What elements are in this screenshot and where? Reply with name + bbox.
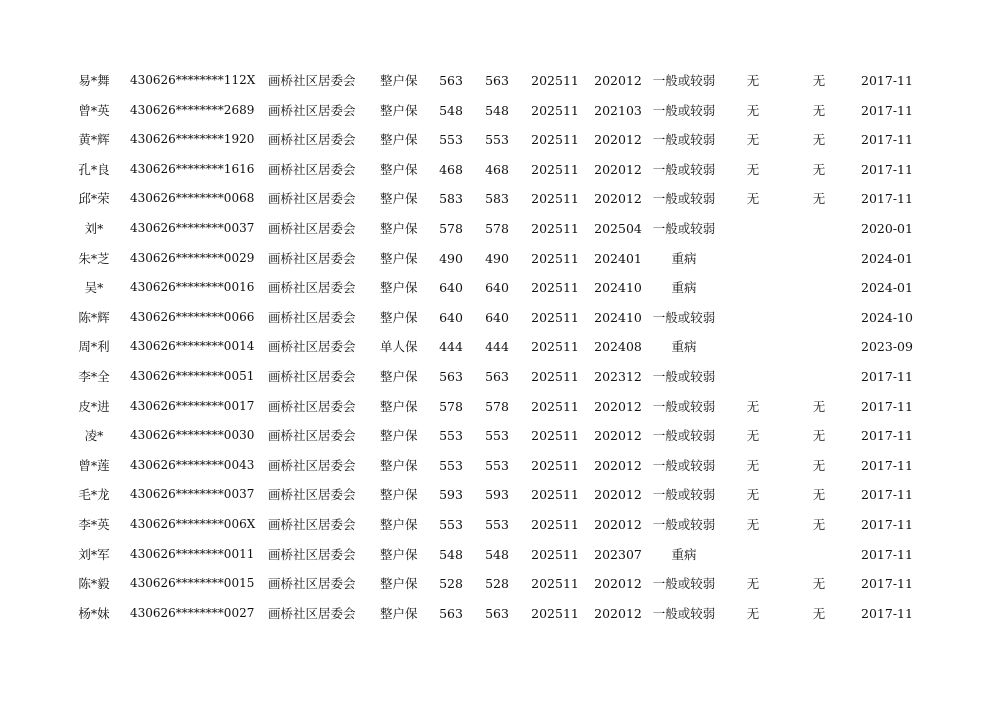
cell-amount-a: 490 [439,250,463,266]
table-row [0,480,1000,510]
cell-id-number: 430626********0066 [130,309,255,324]
cell-community: 画桥社区居委会 [268,516,356,532]
cell-health-status: 重病 [671,339,697,355]
cell-name: 黄*辉 [78,132,110,148]
cell-period-start: 202012 [594,161,642,177]
cell-amount-b: 553 [485,428,509,444]
cell-start-date: 2024-01 [861,280,913,296]
cell-period-end: 202511 [531,457,579,473]
cell-community: 画桥社区居委会 [268,457,356,473]
cell-community: 画桥社区居委会 [268,605,356,621]
cell-health-status: 一般或较弱 [652,309,716,325]
cell-period-end: 202511 [531,280,579,296]
cell-start-date: 2023-09 [861,339,913,355]
cell-coverage-type: 整户保 [380,280,418,296]
cell-field-a: 无 [746,161,760,177]
cell-id-number: 430626********1616 [130,161,255,176]
cell-name: 凌* [84,428,104,444]
cell-period-start: 202012 [594,73,642,88]
cell-community: 画桥社区居委会 [268,220,356,236]
cell-amount-a: 553 [439,457,463,473]
cell-field-b: 无 [812,457,826,473]
cell-name: 毛*龙 [78,487,110,503]
cell-health-status: 一般或较弱 [652,368,716,384]
cell-period-start: 202410 [594,280,642,296]
cell-coverage-type: 整户保 [380,309,418,325]
cell-start-date: 2024-10 [861,309,913,325]
cell-amount-a: 563 [439,605,463,621]
cell-id-number: 430626********0015 [130,576,255,591]
cell-amount-b: 563 [485,73,509,88]
table-row [0,184,1000,214]
cell-field-b: 无 [812,428,826,444]
cell-name: 朱*芝 [78,250,110,266]
cell-field-b: 无 [812,605,826,621]
cell-amount-b: 553 [485,516,509,532]
cell-community: 画桥社区居委会 [268,250,356,266]
cell-period-start: 202312 [594,368,642,384]
cell-period-start: 202103 [594,102,642,118]
cell-amount-b: 553 [485,132,509,148]
cell-amount-a: 578 [439,398,463,414]
cell-amount-a: 640 [439,280,463,296]
cell-period-end: 202511 [531,516,579,532]
cell-field-b: 无 [812,132,826,148]
cell-period-start: 202012 [594,576,642,592]
cell-health-status: 重病 [671,546,697,562]
cell-period-end: 202511 [531,428,579,444]
cell-community: 画桥社区居委会 [268,368,356,384]
cell-coverage-type: 整户保 [380,102,418,118]
cell-name: 刘* [84,220,104,236]
table-row [0,451,1000,481]
cell-coverage-type: 整户保 [380,457,418,473]
cell-period-end: 202511 [531,250,579,266]
table-row [0,96,1000,126]
cell-name: 皮*进 [78,398,110,414]
cell-id-number: 430626********0043 [130,457,255,472]
cell-amount-b: 528 [485,576,509,592]
cell-period-end: 202511 [531,102,579,118]
cell-field-a: 无 [746,102,760,118]
table-row [0,510,1000,540]
cell-period-end: 202511 [531,398,579,414]
cell-community: 画桥社区居委会 [268,73,356,88]
cell-start-date: 2017-11 [861,161,913,177]
cell-id-number: 430626********1920 [130,132,255,147]
cell-id-number: 430626********0027 [130,605,255,620]
cell-start-date: 2024-01 [861,250,913,266]
cell-community: 画桥社区居委会 [268,428,356,444]
cell-start-date: 2017-11 [861,605,913,621]
cell-period-end: 202511 [531,191,579,207]
cell-amount-b: 563 [485,368,509,384]
cell-field-b: 无 [812,191,826,207]
cell-id-number: 430626********0014 [130,339,255,354]
cell-period-start: 202012 [594,605,642,621]
cell-period-start: 202307 [594,546,642,562]
cell-id-number: 430626********112X [130,73,256,87]
cell-amount-a: 563 [439,368,463,384]
cell-name: 孔*良 [78,161,110,177]
cell-field-a: 无 [746,398,760,414]
cell-health-status: 重病 [671,280,697,296]
cell-period-start: 202401 [594,250,642,266]
cell-amount-b: 553 [485,457,509,473]
cell-start-date: 2020-01 [861,220,913,236]
cell-amount-b: 468 [485,161,509,177]
table-row [0,362,1000,392]
cell-period-end: 202511 [531,309,579,325]
cell-period-end: 202511 [531,368,579,384]
cell-start-date: 2017-11 [861,428,913,444]
cell-health-status: 一般或较弱 [652,73,716,88]
cell-coverage-type: 整户保 [380,605,418,621]
cell-coverage-type: 整户保 [380,250,418,266]
cell-period-start: 202012 [594,398,642,414]
cell-health-status: 重病 [671,250,697,266]
cell-amount-b: 583 [485,191,509,207]
cell-coverage-type: 整户保 [380,576,418,592]
cell-coverage-type: 整户保 [380,132,418,148]
cell-period-end: 202511 [531,605,579,621]
cell-amount-a: 444 [439,339,463,355]
table-row [0,392,1000,422]
cell-name: 陈*辉 [78,309,110,325]
cell-health-status: 一般或较弱 [652,457,716,473]
cell-amount-b: 548 [485,102,509,118]
cell-community: 画桥社区居委会 [268,309,356,325]
table-row [0,303,1000,333]
cell-start-date: 2017-11 [861,457,913,473]
table-row [0,66,1000,96]
cell-field-a: 无 [746,457,760,473]
cell-name: 吴* [84,280,104,296]
cell-amount-a: 528 [439,576,463,592]
cell-id-number: 430626********0037 [130,220,255,235]
cell-name: 陈*毅 [78,576,110,592]
cell-start-date: 2017-11 [861,546,913,562]
cell-name: 邱*荣 [78,191,110,207]
cell-name: 易*舞 [78,73,110,88]
cell-coverage-type: 整户保 [380,220,418,236]
cell-start-date: 2017-11 [861,516,913,532]
cell-id-number: 430626********0051 [130,368,255,383]
cell-amount-a: 583 [439,191,463,207]
cell-amount-a: 593 [439,487,463,503]
cell-health-status: 一般或较弱 [652,516,716,532]
table-row [0,125,1000,155]
cell-start-date: 2017-11 [861,102,913,118]
cell-name: 曾*莲 [78,457,110,473]
cell-community: 画桥社区居委会 [268,161,356,177]
cell-period-start: 202504 [594,220,642,236]
cell-name: 曾*英 [78,102,110,118]
cell-name: 李*英 [78,516,110,532]
cell-field-a: 无 [746,428,760,444]
cell-community: 画桥社区居委会 [268,546,356,562]
cell-field-b: 无 [812,102,826,118]
cell-amount-a: 640 [439,309,463,325]
cell-period-end: 202511 [531,132,579,148]
cell-field-a: 无 [746,487,760,503]
cell-period-end: 202511 [531,339,579,355]
cell-amount-a: 548 [439,102,463,118]
cell-amount-b: 640 [485,309,509,325]
cell-health-status: 一般或较弱 [652,132,716,148]
cell-id-number: 430626********0068 [130,191,255,206]
cell-amount-b: 593 [485,487,509,503]
table-row [0,155,1000,185]
table-row [0,214,1000,244]
cell-health-status: 一般或较弱 [652,576,716,592]
cell-id-number: 430626********0029 [130,250,255,265]
cell-period-end: 202511 [531,487,579,503]
cell-amount-b: 578 [485,398,509,414]
cell-health-status: 一般或较弱 [652,487,716,503]
table-row [0,569,1000,599]
cell-start-date: 2017-11 [861,368,913,384]
cell-amount-a: 468 [439,161,463,177]
cell-field-b: 无 [812,161,826,177]
cell-coverage-type: 整户保 [380,73,418,88]
cell-coverage-type: 单人保 [380,339,418,355]
cell-id-number: 430626********0030 [130,428,255,443]
cell-amount-a: 563 [439,73,463,88]
cell-coverage-type: 整户保 [380,487,418,503]
cell-health-status: 一般或较弱 [652,220,716,236]
cell-period-start: 202012 [594,428,642,444]
cell-field-b: 无 [812,576,826,592]
cell-amount-a: 578 [439,220,463,236]
cell-period-start: 202012 [594,457,642,473]
cell-start-date: 2017-11 [861,576,913,592]
cell-amount-a: 553 [439,428,463,444]
cell-field-a: 无 [746,191,760,207]
cell-health-status: 一般或较弱 [652,428,716,444]
cell-coverage-type: 整户保 [380,398,418,414]
cell-start-date: 2017-11 [861,487,913,503]
cell-health-status: 一般或较弱 [652,102,716,118]
cell-period-end: 202511 [531,73,579,88]
cell-amount-a: 548 [439,546,463,562]
cell-health-status: 一般或较弱 [652,161,716,177]
cell-id-number: 430626********2689 [130,102,255,117]
cell-period-end: 202511 [531,161,579,177]
cell-amount-b: 490 [485,250,509,266]
cell-field-a: 无 [746,132,760,148]
cell-start-date: 2017-11 [861,73,913,88]
cell-amount-a: 553 [439,516,463,532]
cell-community: 画桥社区居委会 [268,487,356,503]
cell-id-number: 430626********0017 [130,398,255,413]
cell-field-b: 无 [812,516,826,532]
cell-id-number: 430626********006X [130,516,256,531]
cell-field-a: 无 [746,516,760,532]
cell-community: 画桥社区居委会 [268,191,356,207]
cell-name: 刘*军 [78,546,110,562]
cell-period-end: 202511 [531,576,579,592]
cell-name: 周*利 [78,339,110,355]
cell-coverage-type: 整户保 [380,546,418,562]
table-row [0,332,1000,362]
cell-coverage-type: 整户保 [380,428,418,444]
cell-coverage-type: 整户保 [380,368,418,384]
table-row [0,421,1000,451]
cell-field-a: 无 [746,73,760,88]
table-row [0,273,1000,303]
table-row [0,599,1000,629]
cell-field-b: 无 [812,398,826,414]
cell-field-b: 无 [812,73,826,88]
table-row [0,244,1000,274]
cell-name: 杨*妹 [78,605,110,621]
cell-amount-b: 640 [485,280,509,296]
cell-period-start: 202012 [594,516,642,532]
cell-period-start: 202408 [594,339,642,355]
cell-coverage-type: 整户保 [380,161,418,177]
cell-community: 画桥社区居委会 [268,280,356,296]
cell-field-a: 无 [746,605,760,621]
cell-coverage-type: 整户保 [380,516,418,532]
cell-amount-a: 553 [439,132,463,148]
cell-period-start: 202410 [594,309,642,325]
cell-coverage-type: 整户保 [380,191,418,207]
cell-id-number: 430626********0016 [130,280,255,295]
cell-start-date: 2017-11 [861,191,913,207]
cell-community: 画桥社区居委会 [268,576,356,592]
cell-amount-b: 563 [485,605,509,621]
cell-health-status: 一般或较弱 [652,398,716,414]
cell-period-end: 202511 [531,546,579,562]
cell-period-end: 202511 [531,220,579,236]
cell-period-start: 202012 [594,132,642,148]
cell-community: 画桥社区居委会 [268,102,356,118]
cell-start-date: 2017-11 [861,132,913,148]
cell-period-start: 202012 [594,487,642,503]
cell-amount-b: 548 [485,546,509,562]
table-row [0,540,1000,570]
cell-start-date: 2017-11 [861,398,913,414]
cell-id-number: 430626********0011 [130,546,255,561]
cell-period-start: 202012 [594,191,642,207]
cell-id-number: 430626********0037 [130,487,255,502]
cell-community: 画桥社区居委会 [268,339,356,355]
cell-health-status: 一般或较弱 [652,191,716,207]
cell-amount-b: 578 [485,220,509,236]
cell-community: 画桥社区居委会 [268,398,356,414]
cell-health-status: 一般或较弱 [652,605,716,621]
cell-field-b: 无 [812,487,826,503]
cell-amount-b: 444 [485,339,509,355]
cell-name: 李*全 [78,368,110,384]
data-table [0,66,1000,628]
cell-field-a: 无 [746,576,760,592]
cell-community: 画桥社区居委会 [268,132,356,148]
